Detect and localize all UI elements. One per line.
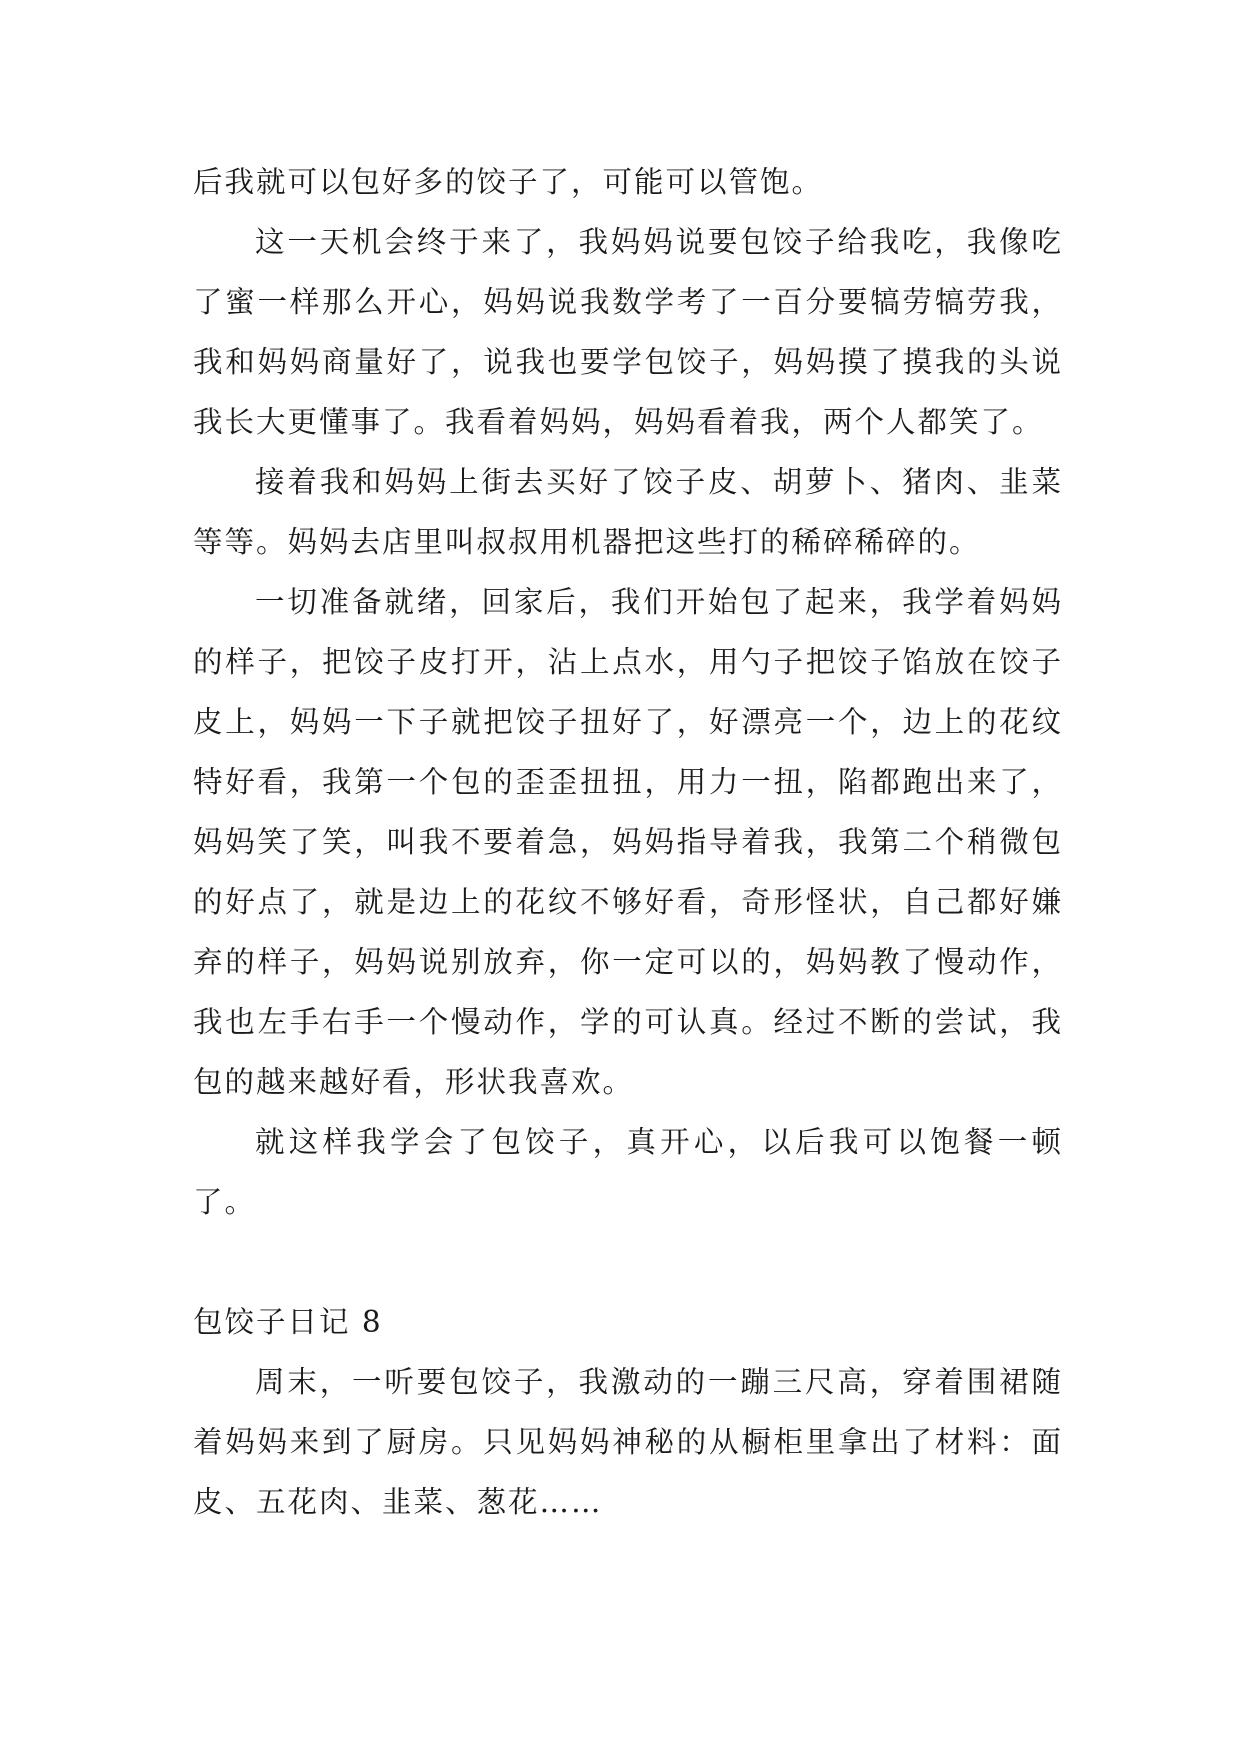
paragraph: 接着我和妈妈上街去买好了饺子皮、胡萝卜、猪肉、韭菜等等。妈妈去店里叫叔叔用机器把这些打的稀碎稀碎的。: [193, 465, 1063, 559]
paragraph: 就这样我学会了包饺子，真开心，以后我可以饱餐一顿了。: [193, 1125, 1063, 1219]
paragraph: 后我就可以包好多的饺子了，可能可以管饱。: [193, 165, 824, 199]
paragraph: 这一天机会终于来了，我妈妈说要包饺子给我吃，我像吃了蜜一样那么开心，妈妈说我数学考了一百分要犒劳犒劳我，我和妈妈商量好了，说我也要学包饺子，妈妈摸了摸我的头说我长大更懂事了。我看着妈妈，妈妈看着我，两个人都笑了。: [193, 225, 1063, 439]
paragraph: 一切准备就绪，回家后，我们开始包了起来，我学着妈妈的样子，把饺子皮打开，沾上点水，用勺子把饺子馅放在饺子皮上，妈妈一下子就把饺子扭好了，好漂亮一个，边上的花纹特好看，我第一个包的歪歪扭扭，用力一扭，陷都跑出来了，妈妈笑了笑，叫我不要着急，妈妈指导着我，我第二个稍微包的好点了，就是边上的花纹不够好看，奇形怪状，自己都好嫌弃的样子，妈妈说别放弃，你一定可以的，妈妈教了慢动作，我也左手右手一个慢动作，学的可认真。经过不断的尝试，我包的越来越好看，形状我喜欢。: [193, 585, 1063, 1099]
paragraph: 周末，一听要包饺子，我激动的一蹦三尺高，穿着围裙随着妈妈来到了厨房。只见妈妈神秘的从橱柜里拿出了材料：面皮、五花肉、韭菜、葱花……: [193, 1365, 1063, 1519]
document-body: [193, 152, 1063, 1532]
section-heading: 包饺子日记 8: [193, 1305, 383, 1339]
